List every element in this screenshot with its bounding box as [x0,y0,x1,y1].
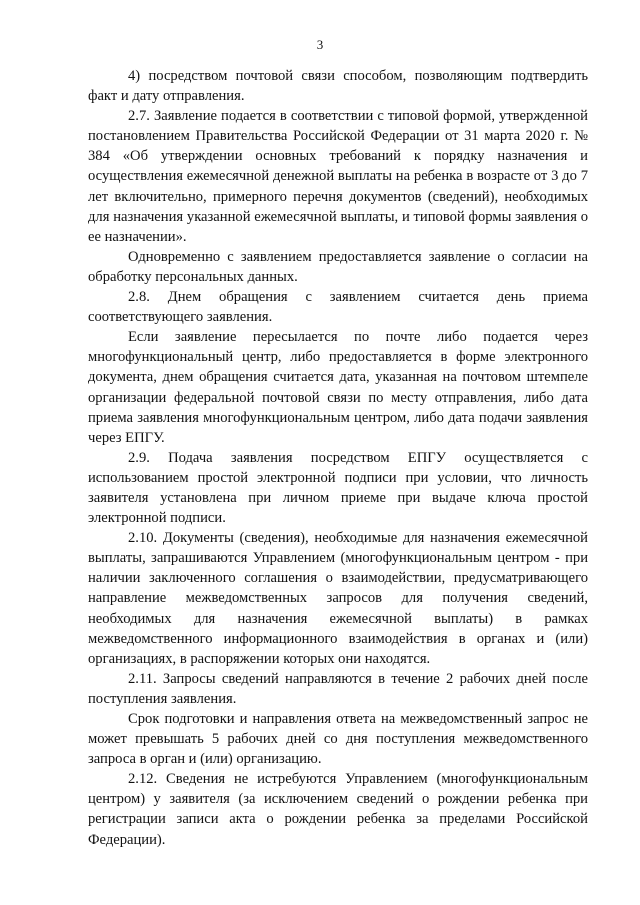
paragraph-delivery-method: 4) посредством почтовой связи способом, позволяющим подтвердить факт и дату отправления. [88,68,588,105]
paragraph-2-8-application-date: 2.8. Днем обращения с заявлением считается день приема соответствующего заявления. [88,289,588,326]
paragraph-2-12-information-not-required: 2.12. Сведения не истребуются Управлением (многофункциональным центром) у заявителя (за исключением сведений о рождении ребенка при регистрации записи акта о рождении ребенка за пределами Российской Федерации). [88,771,588,848]
paragraph-2-10-document-requests: 2.10. Документы (сведения), необходимые для назначения ежемесячной выплаты, запрашиваются Управлением (многофункциональным центром - при наличии заключенного соглашения о взаимодействии, предусматривающего направление межведомственных запросов для получения сведений, необходимых для назначения ежемесячной выплаты) в рамках межведомственного информационного взаимодействия в органах и (или) организациях, в распоряжении которых они находятся. [88,530,588,667]
paragraph-response-deadline: Срок подготовки и направления ответа на межведомственный запрос не может превышать 5 рабочих дней со дня поступления межведомственного запроса в орган и (или) организацию. [88,711,588,768]
paragraph-postal-submission-date: Если заявление пересылается по почте либо подается через многофункциональный центр, либо предоставляется в форме электронного документа, днем обращения считается дата, указанная на почтовом штемпеле организации федеральной почтовой связи по месту отправления, либо дата приема заявления многофункциональным центром, либо дата подачи заявления через ЕПГУ. [88,329,588,446]
page-number: 3 [316,37,324,52]
paragraph-2-11-request-deadline: 2.11. Запросы сведений направляются в течение 2 рабочих дней после поступления заявления. [88,670,588,707]
paragraph-personal-data-consent: Одновременно с заявлением предоставляется заявление о согласии на обработку персональных данных. [88,248,588,285]
document-body [88,66,588,850]
paragraph-2-7-application-form: 2.7. Заявление подается в соответствии с типовой формой, утвержденной постановлением Правительства Российской Федерации от 31 марта 2020 г. № 384 «Об утверждении основных требований к порядку назначения и осуществления ежемесячной денежной выплаты на ребенка в возрасте от 3 до 7 лет включительно, примерного перечня документов (сведений), необходимых для назначения указанной ежемесячной выплаты, и типовой формы заявления о ее назначении». [88,108,588,245]
paragraph-2-9-epgu-submission: 2.9. Подача заявления посредством ЕПГУ осуществляется с использованием простой электронной подписи при условии, что личность заявителя установлена при личном приеме при выдаче ключа простой электронной подписи. [88,449,588,527]
